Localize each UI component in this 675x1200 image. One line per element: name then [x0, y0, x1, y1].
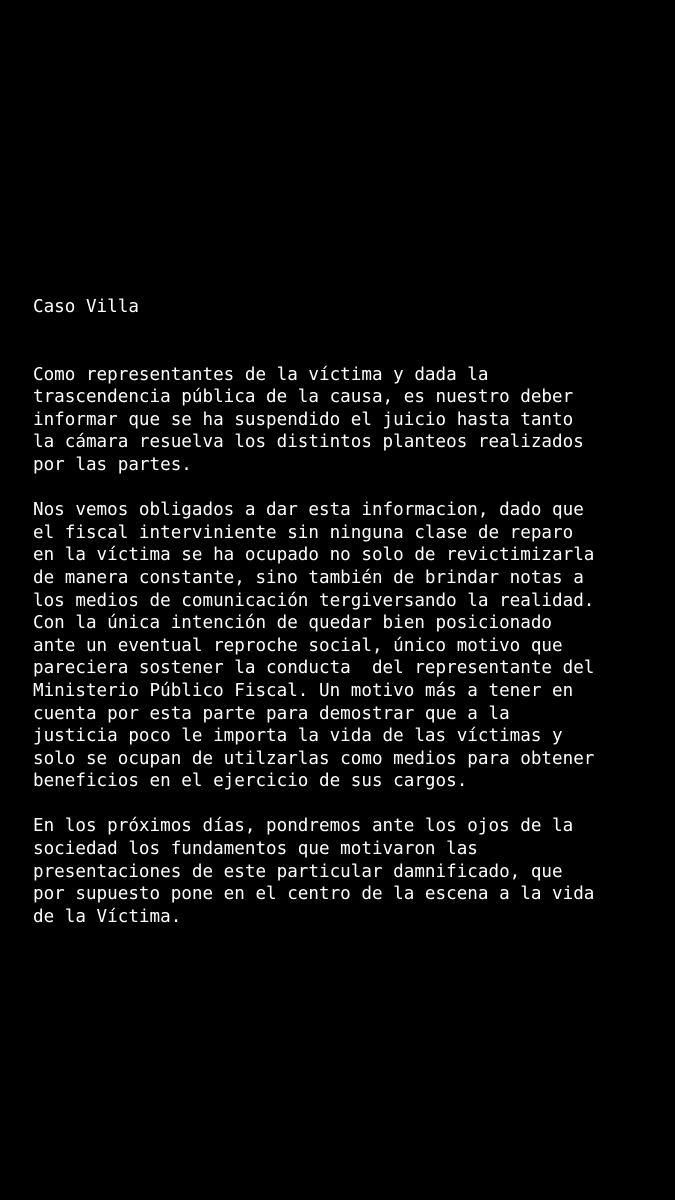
text-line: trascendencia pública de la causa, es nuestro deber — [33, 387, 574, 408]
text-line: por supuesto pone en el centro de la escena a la vida — [33, 884, 595, 905]
text-line: Como representantes de la víctima y dada la — [33, 364, 489, 385]
text-line: de la Víctima. — [33, 906, 182, 927]
text-line: Nos vemos obligados a dar esta informacion, dado que — [33, 500, 584, 521]
text-line: los medios de comunicación tergiversando la realidad. — [33, 590, 595, 611]
text-line: el fiscal interviniente sin ninguna clase de reparo — [33, 522, 574, 543]
text-line: informar que se ha suspendido el juicio hasta tanto — [33, 409, 574, 430]
text-line: justicia poco le importa la vida de las víctimas y — [33, 726, 563, 747]
text-line: en la víctima se ha ocupado no solo de revictimizarla — [33, 545, 595, 566]
text-line: de manera constante, sino también de brindar notas a — [33, 567, 584, 588]
document-title: Caso Villa — [33, 297, 139, 317]
text-line: la cámara resuelva los distintos planteos realizados — [33, 432, 584, 453]
text-line: Con la única intención de quedar bien posicionado — [33, 613, 553, 634]
paragraph-3 — [33, 815, 653, 928]
paragraph-2 — [33, 499, 653, 793]
text-line: por las partes. — [33, 454, 192, 475]
text-line: sociedad los fundamentos que motivaron las — [33, 839, 478, 860]
text-line: ante un eventual reproche social, único motivo que — [33, 635, 563, 656]
text-line: En los próximos días, pondremos ante los ojos de la — [33, 816, 574, 837]
text-line: pareciera sostener la conducta del representante del — [33, 658, 595, 679]
statement-text — [33, 296, 653, 951]
text-line: Ministerio Público Fiscal. Un motivo más a tener en — [33, 680, 574, 701]
text-line: cuenta por esta parte para demostrar que a la — [33, 703, 510, 724]
text-line: solo se ocupan de utilzarlas como medios para obtener — [33, 748, 595, 769]
paragraph-1 — [33, 364, 653, 477]
text-line: presentaciones de este particular damnificado, que — [33, 861, 563, 882]
text-line: beneficios en el ejercicio de sus cargos. — [33, 771, 468, 792]
